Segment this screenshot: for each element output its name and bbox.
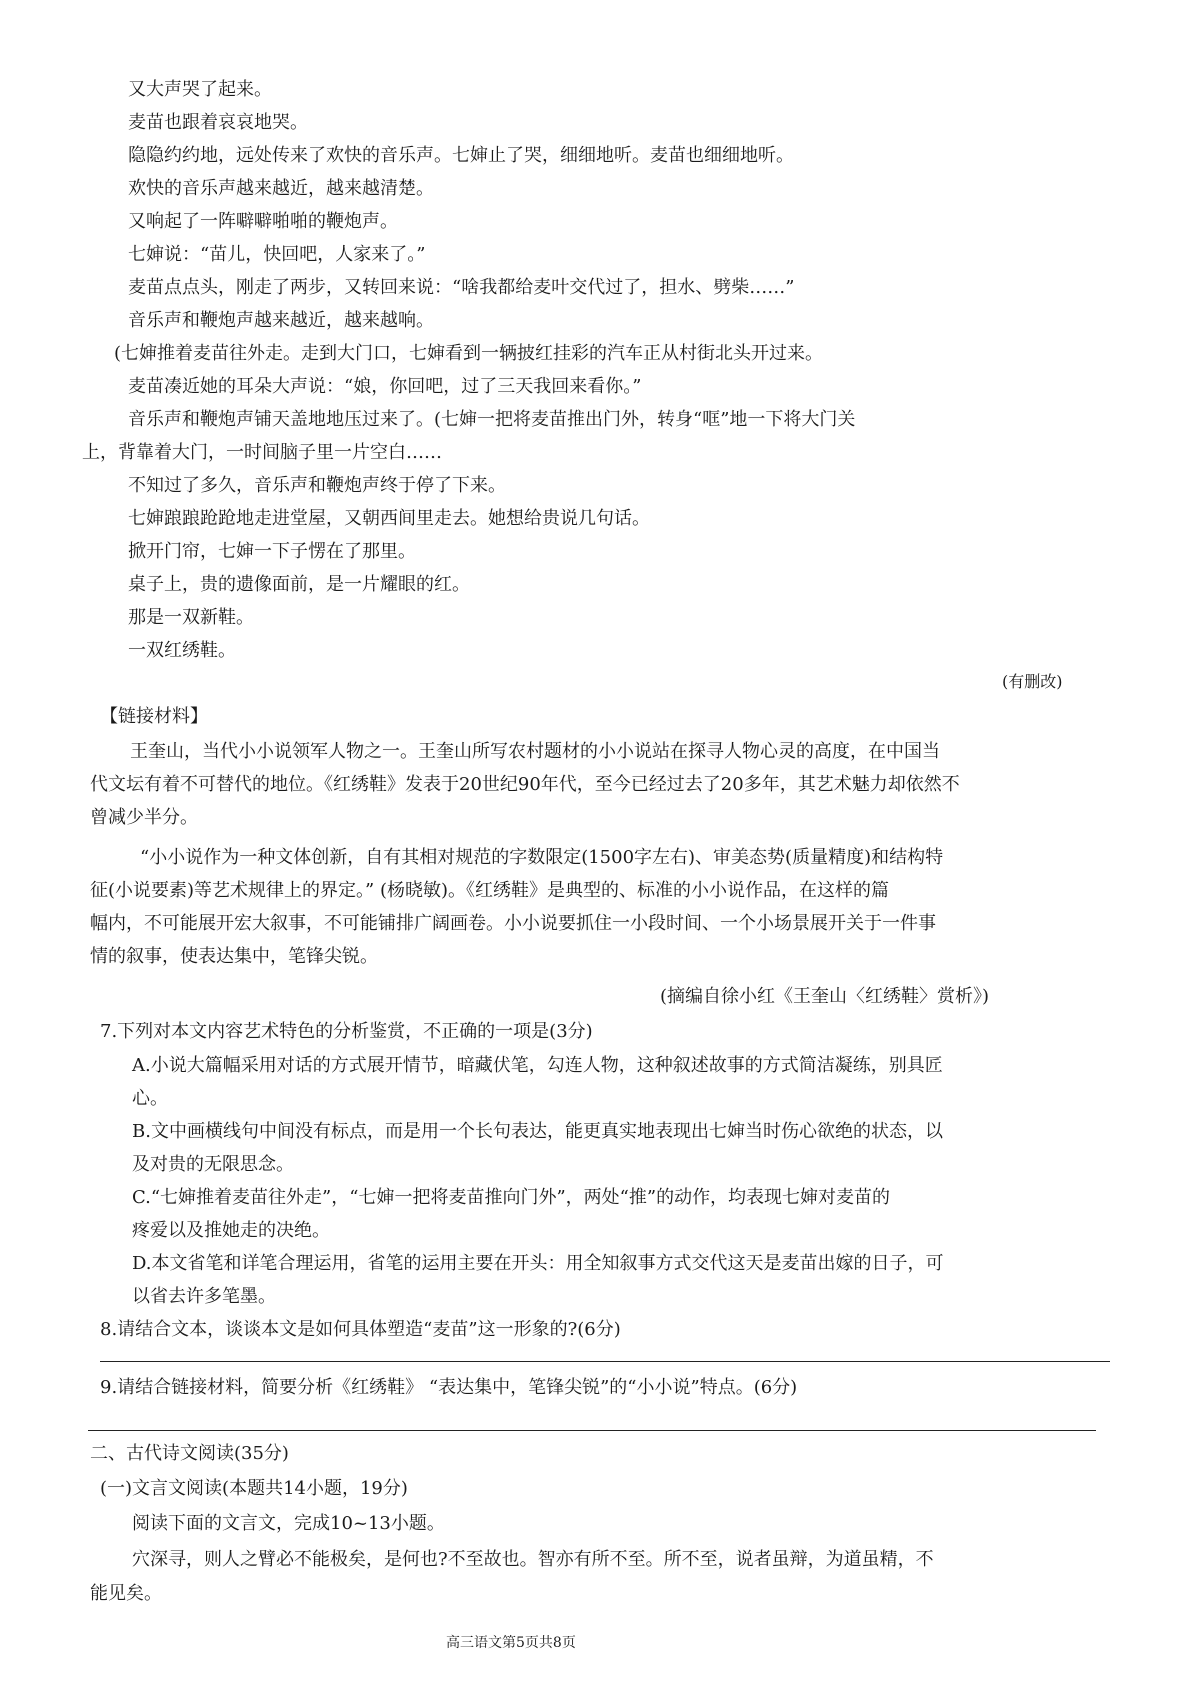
option-c-cont: 疼爱以及推她走的决绝。: [132, 1220, 330, 1241]
classical-text-line: 能见矣。: [90, 1583, 162, 1604]
option-c: C.“七婶推着麦苗往外走”，“七婶一把将麦苗推向门外”，两处“推”的动作，均表现七婶对麦苗的: [132, 1187, 891, 1208]
link-paragraph-line: “小小说作为一种文体创新，自有其相对规范的字数限定(1500字左右)、审美态势(质量精度)和结构特: [140, 847, 944, 868]
story-line: 掀开门帘，七婶一下子愣在了那里。: [128, 541, 416, 562]
question-7: 7.下列对本文内容艺术特色的分析鉴赏，不正确的一项是(3分): [100, 1021, 593, 1042]
option-d-cont: 以省去许多笔墨。: [132, 1286, 276, 1307]
link-paragraph-line: 曾减少半分。: [90, 807, 198, 828]
story-line: 又大声哭了起来。: [128, 79, 272, 100]
story-line: 一双红绣鞋。: [128, 640, 236, 661]
story-line: 麦苗点点头，刚走了两步，又转回来说：“啥我都给麦叶交代过了，担水、劈柴……”: [128, 277, 795, 298]
link-paragraph-line: 王奎山，当代小小说领军人物之一。王奎山所写农村题材的小小说站在探寻人物心灵的高度，在中国当: [130, 741, 940, 762]
edit-note: (有删改): [1002, 672, 1063, 691]
section-instruction: 阅读下面的文言文，完成10~13小题。: [132, 1513, 445, 1534]
story-line: 不知过了多久，音乐声和鞭炮声终于停了下来。: [128, 475, 506, 496]
story-line: 欢快的音乐声越来越近，越来越清楚。: [128, 178, 434, 199]
story-line: 音乐声和鞭炮声越来越近，越来越响。: [128, 310, 434, 331]
link-paragraph-line: 幅内，不可能展开宏大叙事，不可能铺排广阔画卷。小小说要抓住一小段时间、一个小场景展开关于一件事: [90, 913, 936, 934]
page-footer: 高三语文第5页共8页: [446, 1635, 576, 1651]
question-9: 9.请结合链接材料，简要分析《红绣鞋》 “表达集中，笔锋尖锐”的“小小说”特点。(6分): [100, 1377, 798, 1398]
story-line: 七婶踉踉跄跄地走进堂屋，又朝西间里走去。她想给贵说几句话。: [128, 508, 650, 529]
option-b: B.文中画横线句中间没有标点，而是用一个长句表达，能更真实地表现出七婶当时伤心欲绝的状态，以: [132, 1121, 943, 1142]
option-a: A.小说大篇幅采用对话的方式展开情节，暗藏伏笔，勾连人物，这种叙述故事的方式简洁凝练，别具匠: [132, 1055, 943, 1076]
question-8: 8.请结合文本，谈谈本文是如何具体塑造“麦苗”这一形象的?(6分): [100, 1319, 621, 1340]
story-line: 麦苗凑近她的耳朵大声说：“娘，你回吧，过了三天我回来看你。”: [128, 376, 642, 397]
story-line: 又响起了一阵噼噼啪啪的鞭炮声。: [128, 211, 398, 232]
answer-line-q8[interactable]: [100, 1361, 1110, 1362]
answer-line-q9[interactable]: [88, 1430, 1096, 1431]
subsection-title: (一)文言文阅读(本题共14小题，19分): [100, 1478, 408, 1499]
story-line: 那是一双新鞋。: [128, 607, 254, 628]
option-a-cont: 心。: [132, 1088, 168, 1109]
classical-text-line: 穴深寻，则人之臂必不能极矣，是何也?不至故也。智亦有所不至。所不至，说者虽辩，为道虽精，不: [132, 1549, 934, 1570]
story-line: 桌子上，贵的遗像面前，是一片耀眼的红。: [128, 574, 470, 595]
link-paragraph-line: 情的叙事，使表达集中，笔锋尖锐。: [90, 946, 378, 967]
story-line: 麦苗也跟着哀哀地哭。: [128, 112, 308, 133]
option-b-cont: 及对贵的无限思念。: [132, 1154, 294, 1175]
story-line: (七婶推着麦苗往外走。走到大门口，七婶看到一辆披红挂彩的汽车正从村街北头开过来。: [114, 343, 824, 364]
story-line: 七婶说：“苗儿，快回吧，人家来了。”: [128, 244, 426, 265]
option-d: D.本文省笔和详笔合理运用，省笔的运用主要在开头：用全知叙事方式交代这天是麦苗出嫁的日子，可: [132, 1253, 944, 1274]
link-paragraph-line: 征(小说要素)等艺术规律上的界定。” (杨晓敏)。《红绣鞋》是典型的、标准的小小说作品，在这样的篇: [90, 880, 890, 901]
link-paragraph-line: 代文坛有着不可替代的地位。《红绣鞋》发表于20世纪90年代，至今已经过去了20多年，其艺术魅力却依然不: [90, 774, 960, 795]
section-title: 二、古代诗文阅读(35分): [90, 1443, 289, 1464]
link-source: (摘编自徐小红《王奎山〈红绣鞋〉赏析》): [660, 986, 990, 1007]
story-line: 音乐声和鞭炮声铺天盖地地压过来了。(七婶一把将麦苗推出门外，转身“哐”地一下将大门关: [128, 409, 856, 430]
story-line: 隐隐约约地，远处传来了欢快的音乐声。七婶止了哭，细细地听。麦苗也细细地听。: [128, 145, 794, 166]
story-line: 上，背靠着大门，一时间脑子里一片空白……: [82, 442, 442, 463]
link-heading: 【链接材料】: [100, 706, 208, 727]
